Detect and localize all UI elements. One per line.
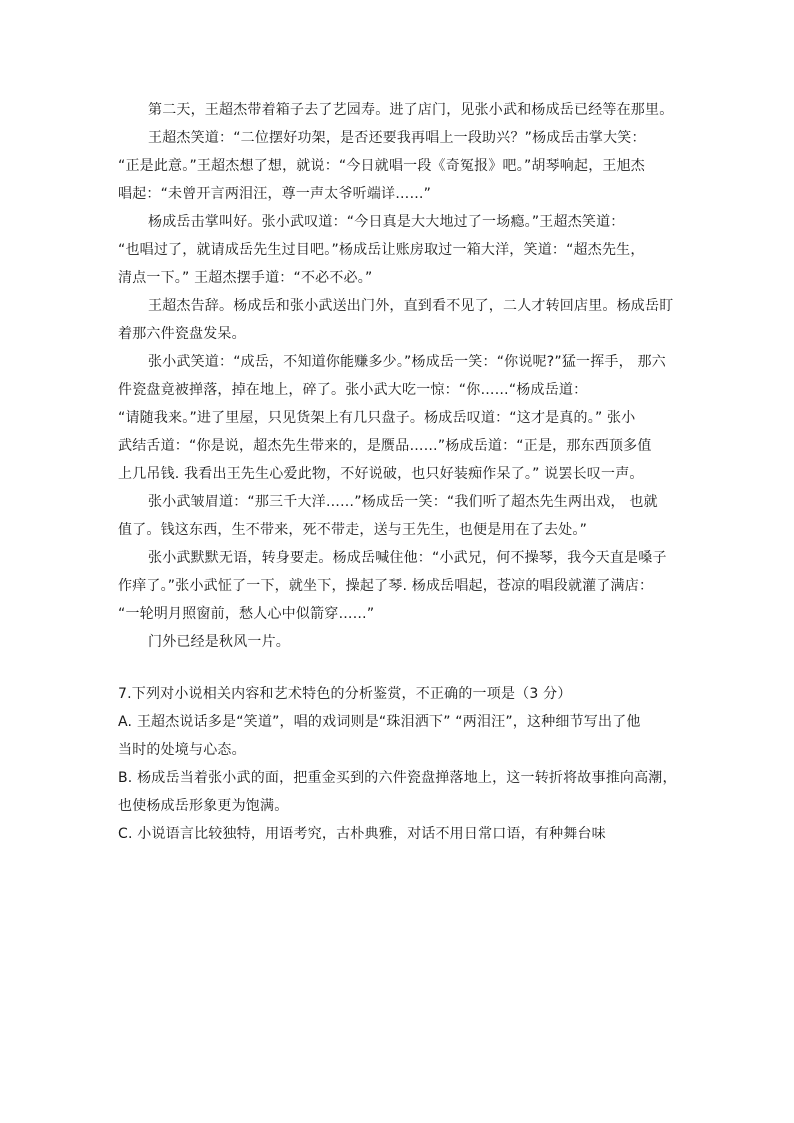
story-line: 王超杰笑道：“二位摆好功架，是否还要我再唱上一段助兴？”杨成岳击掌大笑： [148,130,646,146]
question-stem: 7.下列对小说相关内容和艺术特色的分析鉴赏，不正确的一项是（3 分） [118,686,572,702]
option-a-text: 当时的处境与心态。 [118,742,246,758]
option-b-text: 也使杨成岳形象更为饱满。 [118,798,289,814]
story-line: 门外已经是秋风一片。 [148,634,290,650]
story-line: “请随我来。”进了里屋，只见货架上有几只盘子。杨成岳叹道：“这才是真的。” 张小 [118,410,636,426]
story-line: 件瓷盘竟被掸落，掉在地上，碎了。张小武大吃一惊：“你……“杨成岳道： [118,382,588,398]
story-line: “也唱过了，就请成岳先生过目吧。”杨成岳让账房取过一箱大洋，笑道：“超杰先生， [118,242,645,258]
option-c-text: C. 小说语言比较独特，用语考究，古朴典雅，对话不用日常口语，有种舞台味 [118,826,606,842]
story-line: 杨成岳击掌叫好。张小武叹道：“今日真是大大地过了一场瘾。”王超杰笑道： [148,214,625,230]
story-line: 张小武笑道：“成岳，不知道你能赚多少。”杨成岳一笑：“你说呢?”猛一挥手， 那六 [148,354,666,370]
option-a-text: A. 王超杰说话多是“笑道”，唱的戏词则是“珠泪洒下” “两泪汪”，这种细节写出了他 [118,714,641,730]
story-line: 作痒了。”张小武怔了一下，就坐下，操起了琴. 杨成岳唱起，苍凉的唱段就灌了满店： [118,578,654,594]
story-line: 张小武皱眉道：“那三千大洋……”杨成岳一笑：“我们听了超杰先生两出戏， 也就 [148,494,658,510]
story-line: 王超杰告辞。杨成岳和张小武送出门外，直到看不见了，二人才转回店里。杨成岳盯 [148,298,674,314]
story-line: “一轮明月照窗前，愁人心中似箭穿……” [118,606,375,622]
story-line: 着那六件瓷盘发呆。 [118,326,246,342]
story-line: 上几吊钱. 我看出王先生心爱此物，不好说破，也只好装痴作呆了。” 说罢长叹一声。 [118,466,644,482]
story-line: 张小武默默无语，转身要走。杨成岳喊住他：“小武兄，何不操琴，我今天直是嗓子 [148,550,667,566]
story-line: 唱起：“未曾开言两泪汪，尊一声太爷听端详……” [118,186,432,202]
story-line: 武结舌道：“你是说，超杰先生带来的，是赝品……”杨成岳道：“正是，那东西顶多值 [118,438,652,454]
story-line: “正是此意。”王超杰想了想，就说：“今日就唱一段《奇冤报》吧。”胡琴响起，王旭杰 [118,158,646,174]
story-line: 第二天，王超杰带着箱子去了艺园寿。进了店门，见张小武和杨成岳已经等在那里。 [148,102,674,118]
story-line: 值了。钱这东西，生不带来，死不带走，送与王先生，也便是用在了去处。” [118,522,588,538]
story-line: 清点一下。” 王超杰摆手道：“不必不必。” [118,270,373,286]
option-b-text: B. 杨成岳当着张小武的面，把重金买到的六件瓷盘掸落地上，这一转折将故事推向高潮， [118,770,677,786]
